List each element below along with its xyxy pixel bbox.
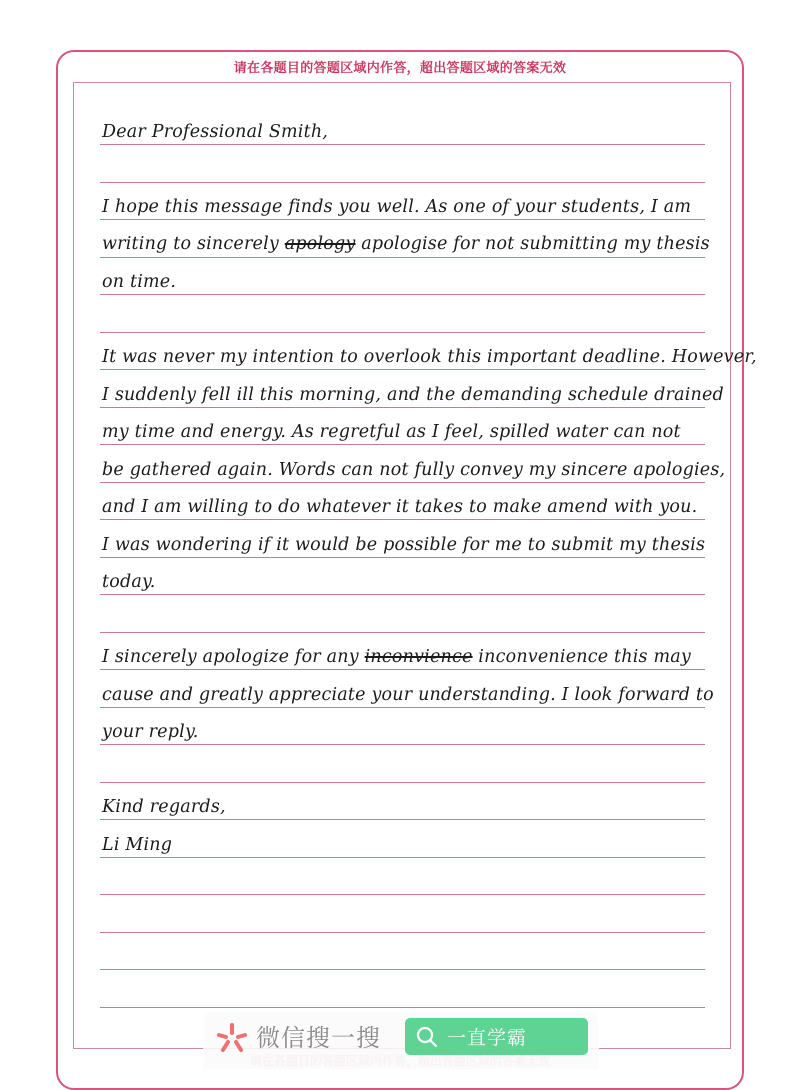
ruled-line bbox=[100, 257, 705, 258]
ruled-line bbox=[100, 144, 705, 145]
ruled-line bbox=[100, 407, 705, 408]
ruled-line bbox=[100, 294, 705, 295]
paragraph2-line1: It was never my intention to overlook this important deadline. However, bbox=[102, 347, 757, 367]
ruled-line bbox=[100, 707, 705, 708]
crossed-out-word: apology bbox=[284, 234, 356, 254]
ruled-line bbox=[100, 857, 705, 858]
wechat-search-watermark[interactable] bbox=[203, 1012, 599, 1069]
search-label: 一直学霸 bbox=[447, 1027, 528, 1049]
paragraph2-line3: my time and energy. As regretful as I feel, spilled water can not bbox=[102, 422, 681, 442]
ruled-line bbox=[100, 519, 705, 520]
paragraph1-line3: on time. bbox=[102, 272, 177, 292]
signature: Li Ming bbox=[102, 835, 173, 855]
ruled-line bbox=[100, 1007, 705, 1008]
ruled-line bbox=[100, 969, 705, 970]
paragraph3-line2: cause and greatly appreciate your understanding. I look forward to bbox=[102, 685, 714, 705]
closing: Kind regards, bbox=[102, 797, 226, 817]
paragraph2-line6: I was wondering if it would be possible for me to submit my thesis bbox=[102, 535, 706, 555]
paragraph2-line7: today. bbox=[102, 572, 156, 592]
salutation: Dear Professional Smith, bbox=[102, 122, 329, 142]
search-icon bbox=[415, 1025, 439, 1049]
ruled-line bbox=[100, 744, 705, 745]
search-button[interactable] bbox=[405, 1018, 588, 1055]
paragraph1-line1: I hope this message finds you well. As one of your students, I am bbox=[102, 197, 692, 217]
ruled-line bbox=[100, 632, 705, 633]
ruled-line bbox=[100, 219, 705, 220]
brand-text: 微信搜一搜 bbox=[256, 1024, 381, 1052]
ruled-line bbox=[100, 819, 705, 820]
header-instruction: 请在各题目的答题区域内作答，超出答题区域的答案无效 bbox=[233, 61, 567, 76]
ruled-line bbox=[100, 594, 705, 595]
crossed-out-word: inconvience bbox=[364, 647, 473, 667]
ruled-line bbox=[100, 182, 705, 183]
ruled-line bbox=[100, 332, 705, 333]
ruled-line bbox=[100, 932, 705, 933]
paragraph2-line4: be gathered again. Words can not fully convey my sincere apologies, bbox=[102, 460, 726, 480]
ruled-line bbox=[100, 557, 705, 558]
ruled-line bbox=[100, 669, 705, 670]
paragraph3-line1 bbox=[102, 647, 691, 667]
text-segment: inconvenience this may bbox=[472, 647, 692, 667]
ruled-line bbox=[100, 369, 705, 370]
ruled-line bbox=[100, 482, 705, 483]
paragraph3-line3: your reply. bbox=[102, 722, 199, 742]
ruled-line bbox=[100, 894, 705, 895]
paragraph1-line2 bbox=[102, 234, 710, 254]
answer-area-box bbox=[73, 82, 731, 1049]
ruled-line bbox=[100, 782, 705, 783]
paragraph2-line5: and I am willing to do whatever it takes to make amend with you. bbox=[102, 497, 698, 517]
paragraph2-line2: I suddenly fell ill this morning, and the demanding schedule drained bbox=[102, 385, 724, 405]
text-segment: writing to sincerely bbox=[102, 234, 285, 254]
text-segment: apologise for not submitting my thesis bbox=[355, 234, 710, 254]
text-segment: I sincerely apologize for any bbox=[102, 647, 365, 667]
ruled-line bbox=[100, 444, 705, 445]
wechat-search-logo-icon bbox=[215, 1020, 249, 1054]
